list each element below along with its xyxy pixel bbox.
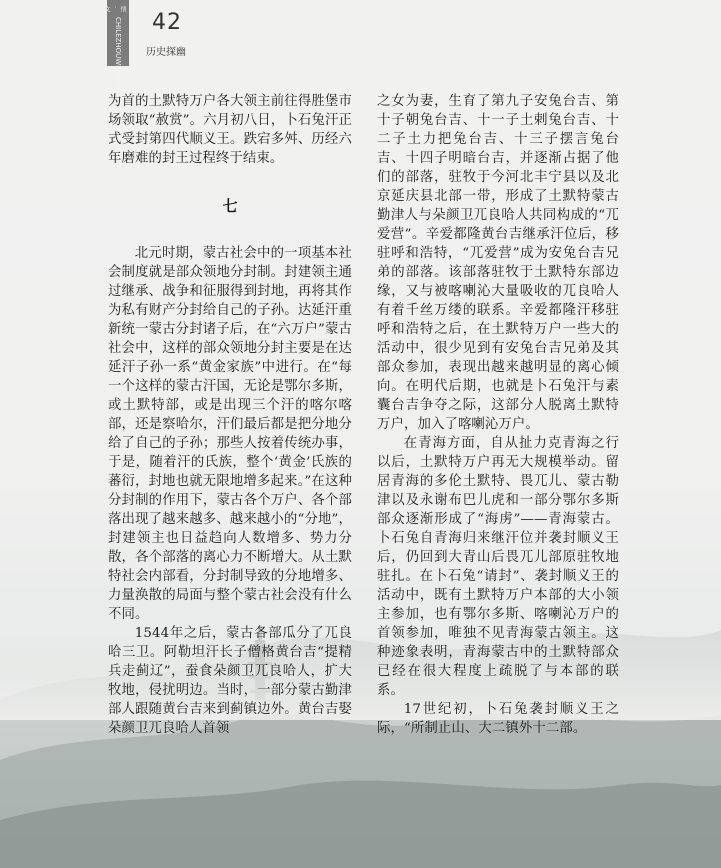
chapter-number: 七 bbox=[222, 197, 238, 215]
paragraph: 北元时期，蒙古社会中的一项基本社会制度就是部众领地分封制。封建领主通过继承、战争和征服得到封地，再将其作为私有财产分封给自己的子孙。达延汗重新统一蒙古分封诸子后，在“六万户”蒙古社会中，这样的部众领地分封主要是在达延汗子孙一系“黄金家族”中进行。在“每一个这样的蒙古汗国，无论是鄂尔多斯，或土默特部，或是出现三个汗的喀尔喀部，还是察哈尔，汗们最后都是把分地分给了自己的子孙；那些人按着传统办事，于是，随着汗的氏族，整个‘黄金’氏族的蕃衍，封地也就无限地增多起来。”在这种分封制的作用下，蒙古各个万户、各个部落出现了越来越多、越来越小的“分地”，封建领主也日益趋向人数增多、势力分散，各个部落的离心力不断增大。从土默特社会内部看，分封制导致的分地增多、力量涣散的局面与整个蒙古社会没有什么不同。 bbox=[108, 246, 352, 622]
page-number: 42 bbox=[152, 10, 182, 35]
right-column bbox=[377, 92, 619, 738]
paragraph: 为首的土默特万户各大领主前往得胜堡市场领取“赦赏”。六月初八日，卜石兔汗正式受封第四代顺义王。跌宕多舛、历经六年磨难的封王过程终于结束。 bbox=[108, 94, 352, 166]
section-label: 历史探幽 bbox=[146, 47, 186, 58]
paragraph: 之女为妻，生育了第九子安兔台吉、第十子朝兔台吉、十一子土剌兔台吉、十二子土力把兔台吉、十三子摆言兔台吉、十四子明暗台吉，并逐渐占据了他们的部落，驻牧于今河北丰宁县以及北京延庆县北部一带，形成了土默特蒙古勤津人与朵颜卫兀良哈人共同构成的“兀爱营”。辛爱都隆黄台吉继承汗位后，移驻呼和浩特，“兀爱营”成为安兔台吉兄弟的部落。该部落驻牧于土默特东部边缘，又与被喀喇沁大量吸收的兀良哈人有着千丝万缕的联系。辛爱都隆汗移驻呼和浩特之后，在土默特万户一些大的活动中，很少见到有安兔台吉兄弟及其部众参加，表现出越来越明显的离心倾向。在明代后期，也就是卜石兔汗与素囊台吉争夺之际，这部分人脱离土默特万户，加入了喀喇沁万户。 bbox=[377, 94, 619, 432]
paragraph: 在青海方面，自从扯力克青海之行以后，土默特万户再无大规模举动。留居青海的多伦土默特、畏兀儿、蒙古勒津以及永谢布巴儿虎和一部分鄂尔多斯部众逐渐形成了“海虏”——青海蒙古。卜石兔自青海归来继汗位并袭封顺义王后，仍回到大青山后畏兀儿部原驻牧地驻扎。在卜石兔“请封”、袭封顺义王的活动中，既有土默特万户本部的大小领主参加，也有鄂尔多斯、喀喇沁万户的首领参加，唯独不见青海蒙古领主。这种迹象表明，青海蒙古中的土默特部众已经在很大程度上疏脱了与本部的联系。 bbox=[377, 436, 619, 698]
paragraph: 17世纪初，卜石兔袭封顺义王之际，“所制止山、大二镇外十二部。 bbox=[377, 702, 619, 736]
strip-subtitle: CHILEZHOUWENHUA bbox=[114, 17, 122, 90]
paragraph: 1544年之后，蒙古各部瓜分了兀良哈三卫。阿勒坦汗长子僧格黄台吉“提精兵走蓟辽”，蚕食朵颜卫兀良哈人，扩大牧地，侵扰明边。当时，一部分蒙古勤津部人跟随黄台吉来到蓟镇边外。黄台吉娶朵颜卫兀良哈人首领 bbox=[108, 626, 352, 736]
header-vertical-strip bbox=[95, 0, 142, 90]
left-column bbox=[108, 92, 352, 738]
strip-title: 故乡情·文化 bbox=[95, 6, 142, 13]
